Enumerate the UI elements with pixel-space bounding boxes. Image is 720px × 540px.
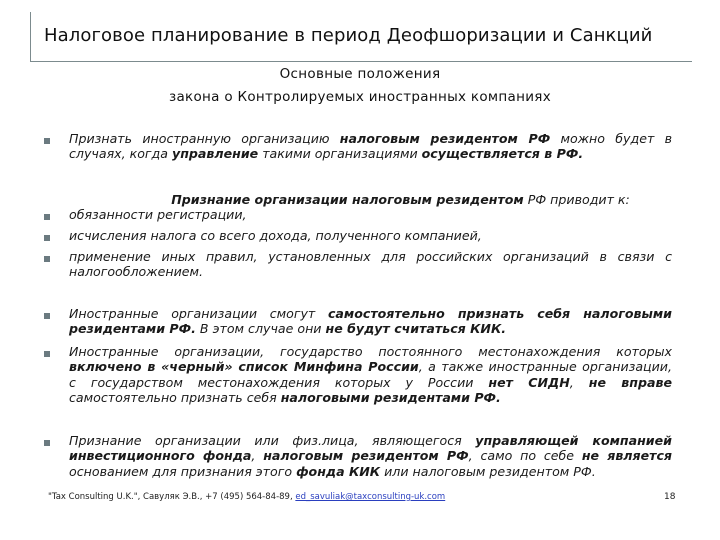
text-run: исчисления налога со всего дохода, полученного компанией, xyxy=(69,228,482,243)
bullet-4-text xyxy=(69,249,672,280)
text-bold: нет СИДН xyxy=(488,374,570,390)
text-run: В этом случае они xyxy=(195,321,326,337)
footer-email-link[interactable]: ed_savuliak@taxconsulting-uk.com xyxy=(295,492,446,502)
text-run: налогообложением. xyxy=(69,264,204,280)
page-number: 18 xyxy=(664,492,676,502)
bullet-2-text xyxy=(69,207,672,222)
text-run: основанием для признания этого xyxy=(69,463,297,479)
text-bold: не является xyxy=(581,448,672,464)
text-bold: управление xyxy=(171,146,259,162)
text-run: применение иных правил, установленных для российских организаций в связи с xyxy=(69,249,672,264)
text-bold: осуществляется в РФ. xyxy=(421,146,584,162)
text-run: или налоговым резидентом РФ. xyxy=(380,463,596,479)
bullet-5-text xyxy=(69,306,672,337)
text-run: , а также иностранные организации, xyxy=(418,359,672,375)
text-bold: управляющей компанией xyxy=(475,433,672,448)
subtitle-line-1: Основные положения xyxy=(279,66,441,82)
text-bold: не будут считаться КИК. xyxy=(325,321,507,337)
footer-text: "Tax Consulting U.K.", Савуляк Э.В., +7 (495) 564-84-89, xyxy=(48,492,296,502)
text-run: РФ приводит к: xyxy=(523,192,630,207)
text-bold: Признание организации налоговым резидентом xyxy=(171,192,524,207)
bullet-marker xyxy=(44,440,50,446)
bullet-1-text xyxy=(69,131,672,162)
bullet-3-text xyxy=(69,228,672,243)
bullet-marker xyxy=(44,351,50,357)
text-run: с государством местонахождения которых у России xyxy=(69,374,489,390)
text-bold: резидентами РФ. xyxy=(69,321,196,337)
footer-credit xyxy=(48,492,445,502)
text-bold: налоговыми резидентами РФ. xyxy=(280,389,501,405)
text-bold: включено в «черный» список Минфина России xyxy=(69,359,419,375)
text-bold: не вправе xyxy=(588,374,673,390)
bullet-marker xyxy=(44,235,50,241)
bullet-7-text xyxy=(69,433,672,479)
result-intro xyxy=(69,192,672,207)
text-bold: налоговым резидентом РФ xyxy=(263,448,469,464)
text-run: , само по себе xyxy=(468,448,582,464)
text-run: такими организациями xyxy=(258,146,422,162)
text-bold: налоговым резидентом РФ xyxy=(339,131,551,146)
slide-title: Налоговое планирование в период Деофшоризации и Санкций xyxy=(44,25,653,46)
text-bold: самостоятельно признать себя налоговыми xyxy=(327,306,672,321)
text-run: , xyxy=(569,374,589,390)
text-run: Иностранные организации смогут xyxy=(69,306,328,321)
text-bold: фонда КИК xyxy=(296,463,381,479)
bullet-marker xyxy=(44,214,50,220)
text-run: Признать иностранную организацию xyxy=(69,131,340,146)
text-run: можно будет в xyxy=(550,131,672,146)
text-run: случаях, когда xyxy=(69,146,172,162)
text-run: самостоятельно признать себя xyxy=(69,389,281,405)
bullet-6-text xyxy=(69,344,672,405)
bullet-marker xyxy=(44,256,50,262)
text-bold: инвестиционного фонда xyxy=(69,448,252,464)
text-run: обязанности регистрации, xyxy=(69,207,247,222)
text-run: Иностранные организации, государство постоянного местонахождения которых xyxy=(69,344,672,359)
bullet-marker xyxy=(44,313,50,319)
bullet-marker xyxy=(44,138,50,144)
subtitle-line-2: закона о Контролируемых иностранных компаниях xyxy=(168,89,552,105)
text-run: Признание организации или физ.лица, являющегося xyxy=(69,433,476,448)
text-run: , xyxy=(251,448,264,464)
